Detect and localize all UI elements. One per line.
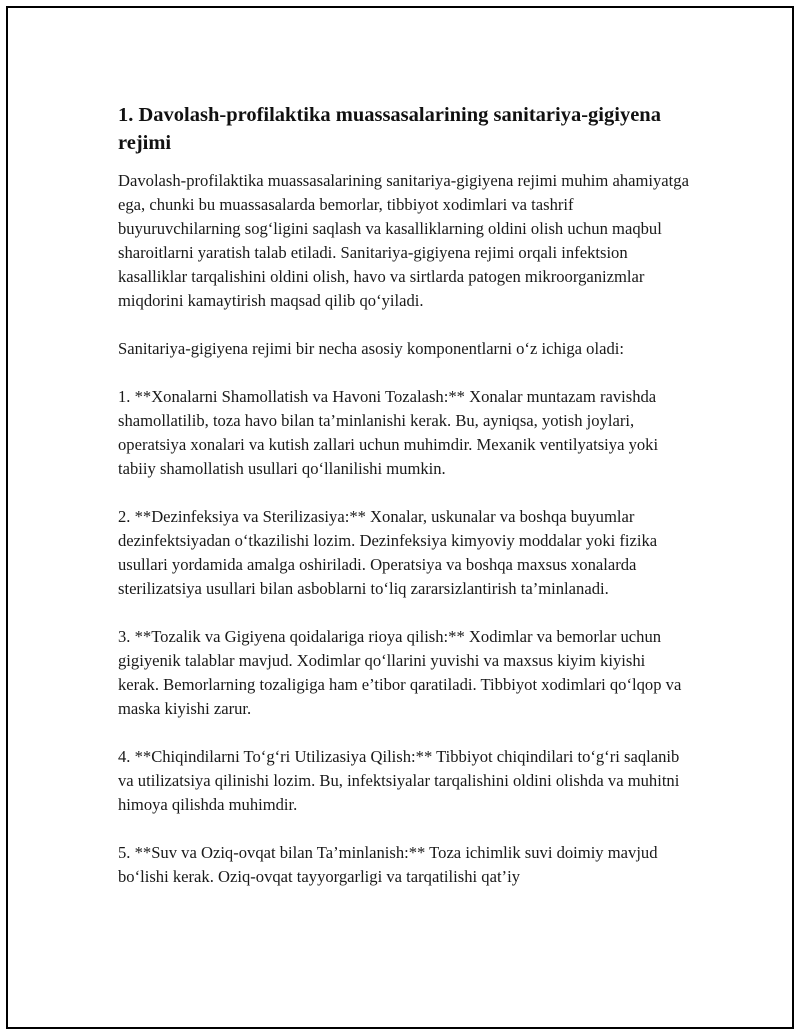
list-item-disinfection: 2. **Dezinfeksiya va Sterilizasiya:** Xonalar, uskunalar va boshqa buyumlar dezinfektsiyadan o‘tkazilishi lozim. Dezinfeksiya kimyoviy moddalar yoki fizika usullari yordamida amalga oshiriladi. Operatsiya va boshqa maxsus xonalarda sterilizatsiya usullari bilan asboblarni to‘liq zararsizlantirish ta’minlanadi.	[118, 507, 658, 598]
list-item-ventilation: 1. **Xonalarni Shamollatish va Havoni Tozalash:** Xonalar muntazam ravishda shamollatilib, toza havo bilan ta’minlanishi kerak. Bu, ayniqsa, yotish joylari, operatsiya xonalari va kutish zallari uchun muhimdir. Mexanik ventilyatsiya yoki tabiiy shamollatish usullari qo‘llanilishi mumkin.	[118, 387, 659, 478]
document-page	[6, 6, 794, 1029]
list-item-waste-disposal: 4. **Chiqindilarni To‘g‘ri Utilizasiya Qilish:** Tibbiyot chiqindilari to‘g‘ri saqlanib va utilizatsiya qilinishi lozim. Bu, infektsiyalar tarqalishini oldini olishda va muhitni himoya qilishda muhimdir.	[118, 747, 680, 814]
list-item-hygiene: 3. **Tozalik va Gigiyena qoidalariga rioya qilish:** Xodimlar va bemorlar uchun gigiyenik talablar mavjud. Xodimlar qo‘llarini yuvishi va maxsus kiyim kiyishi kerak. Bemorlarning tozaligiga ham e’tibor qaratiladi. Tibbiyot xodimlari qo‘lqop va maska kiyishi zarur.	[118, 627, 682, 718]
intro-paragraph: Davolash-profilaktika muassasalarining sanitariya-gigiyena rejimi muhim ahamiyatga ega, chunki bu muassasalarda bemorlar, tibbiyot xodimlari va tashrif buyuruvchilarning sog‘ligini saqlash va kasalliklarning oldini olish uchun maqbul sharoitlarni yaratish talab etiladi. Sanitariya-gigiyena rejimi orqali infektsion kasalliklar tarqalishini oldini olish, havo va sirtlarda patogen mikroorganizmlar miqdorini kamaytirish maqsad qilib qo‘yiladi.	[118, 171, 689, 310]
list-item-water-food: 5. **Suv va Oziq-ovqat bilan Ta’minlanish:** Toza ichimlik suvi doimiy mavjud bo‘lishi kerak. Oziq-ovqat tayyorgarligi va tarqatilishi qat’iy	[118, 843, 658, 886]
components-intro-paragraph: Sanitariya-gigiyena rejimi bir necha asosiy komponentlarni o‘z ichiga oladi:	[118, 339, 624, 358]
section-heading: 1. Davolash-profilaktika muassasalarining sanitariya-gigiyena rejimi	[118, 104, 661, 154]
document-body	[118, 101, 690, 913]
